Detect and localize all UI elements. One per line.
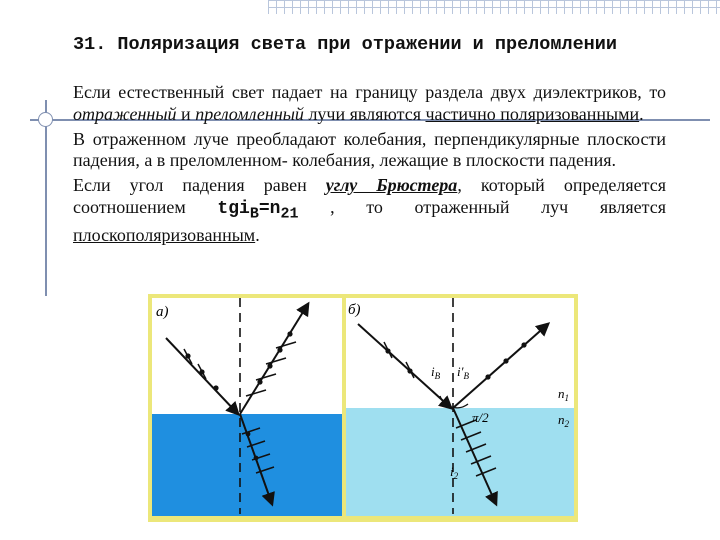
paragraph-1	[73, 82, 666, 126]
p1-partially-polarized: частично поляризованными	[425, 103, 640, 124]
p1-text-2: и	[176, 103, 196, 124]
polarization-figure	[148, 294, 578, 522]
graph-paper-strip	[268, 0, 720, 14]
p1-text-1: Если естественный свет падает на границу раздела двух диэлектриков, то	[73, 82, 666, 102]
slide-body	[73, 82, 666, 250]
panel-a-water	[152, 414, 342, 516]
label-panel-a: а)	[156, 304, 169, 320]
p3-brewster-angle: углу Брюстера	[325, 175, 458, 196]
label-n1: $n_1$	[558, 386, 569, 403]
label-panel-b: б)	[348, 302, 361, 318]
paragraph-3	[73, 175, 666, 247]
p3-text-1: Если угол падения равен	[73, 175, 326, 196]
label-n2: $n_2$	[558, 412, 569, 429]
formula-n-sub: 21	[280, 205, 299, 223]
p3-text-2: , который определяется соотношением	[73, 175, 666, 217]
label-iB: $i_B$	[431, 364, 441, 381]
label-i2: $i_2$	[450, 464, 459, 481]
decor-vertical-line	[45, 100, 47, 296]
slide-title: 31. Поляризация света при отражении и преломлении	[73, 34, 617, 55]
p3-text-3: , то отраженный луч является	[298, 196, 666, 217]
formula-i: i	[239, 198, 250, 219]
p1-refracted: преломленный	[195, 103, 304, 124]
p3-plane-polarized: плоскополяризованным	[73, 225, 256, 246]
paragraph-2: В отраженном луче преобладают колебания, перпендикулярные плоскости падения, а в преломленном- колебания, лежащие в плоскости падения.	[73, 128, 666, 171]
p1-text-3: лучи являются	[303, 103, 426, 124]
p1-text-4: .	[639, 103, 644, 124]
label-pi-over-2: π/2	[472, 410, 489, 425]
p3-formula	[217, 198, 299, 223]
p1-reflected: отраженный	[73, 103, 177, 124]
formula-i-sub: B	[249, 205, 259, 223]
label-iB-prime: $i'_B$	[457, 364, 469, 381]
formula-tg: tg	[217, 198, 239, 219]
p3-text-4: .	[255, 225, 260, 246]
formula-eq-n: =n	[258, 198, 281, 219]
decor-circle	[38, 112, 53, 127]
figure-svg	[148, 294, 578, 522]
